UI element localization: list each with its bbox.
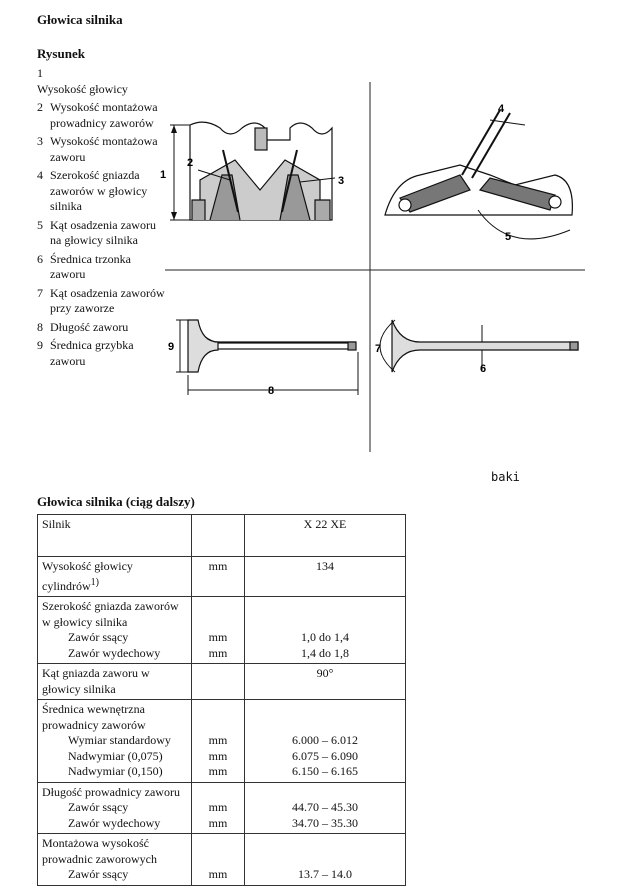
sub-row-value: 34.70 – 35.30 bbox=[292, 815, 358, 830]
table-cell-unit: mm bbox=[192, 557, 245, 597]
legend-num: 3 bbox=[37, 134, 43, 148]
figure-label-2: 2 bbox=[187, 157, 194, 169]
sub-row-label: Zawór ssący bbox=[68, 800, 129, 814]
table-row bbox=[38, 834, 406, 886]
page-title: Głowica silnika bbox=[37, 12, 123, 27]
table-header-engine: Silnik bbox=[38, 515, 192, 557]
table-cell-value bbox=[245, 597, 406, 664]
sub-row-unit: mm bbox=[208, 867, 228, 881]
sub-row-value: 44.70 – 45.30 bbox=[292, 800, 358, 814]
table-cell-value: 134 bbox=[245, 557, 406, 597]
guide-install-label: Montażowa wysokość prowadnic zaworowych bbox=[42, 836, 157, 866]
guide-diameter-label: Średnica wewnętrzna prowadnicy zaworów bbox=[42, 702, 146, 732]
legend-num: 4 bbox=[37, 168, 43, 182]
sub-row-value: 6.150 – 6.165 bbox=[292, 764, 358, 778]
legend-num: 2 bbox=[37, 100, 43, 114]
table-row bbox=[38, 597, 406, 664]
figure-label-6: 6 bbox=[480, 363, 487, 375]
sub-row-unit: mm bbox=[208, 800, 228, 814]
legend-text: Wysokość montażowa zaworu bbox=[50, 134, 158, 164]
legend-item bbox=[37, 338, 167, 369]
table-row bbox=[38, 515, 406, 557]
legend-text: Wysokość głowicy bbox=[37, 81, 128, 96]
legend-item bbox=[37, 320, 167, 336]
legend-num: 6 bbox=[37, 251, 43, 266]
sub-row-label: Zawór ssący bbox=[68, 630, 129, 644]
legend-num: 7 bbox=[37, 285, 43, 300]
table-title: Głowica silnika (ciąg dalszy) bbox=[37, 494, 195, 509]
figure-heading: Rysunek bbox=[37, 46, 85, 61]
legend-text: Długość zaworu bbox=[50, 319, 129, 334]
table-row bbox=[38, 700, 406, 783]
head-section-drawing bbox=[190, 122, 332, 220]
legend-item bbox=[37, 100, 167, 131]
sub-row-unit: mm bbox=[208, 733, 228, 747]
legend-item bbox=[37, 66, 167, 97]
seat-width-label: Szerokość gniazda zaworów w głowicy silnika bbox=[42, 599, 179, 629]
table-cell-value: 90° bbox=[245, 664, 406, 700]
figure-label-3: 3 bbox=[338, 175, 345, 187]
sub-row-label: Zawór wydechowy bbox=[68, 815, 161, 830]
table-cell-value bbox=[245, 834, 406, 886]
sub-row-unit: mm bbox=[208, 748, 228, 763]
table-cell-unit bbox=[192, 782, 245, 834]
figure-label-4: 4 bbox=[498, 103, 505, 115]
figure-label-7: 7 bbox=[375, 343, 382, 355]
legend-text: Kąt osadzenia zaworów przy zaworze bbox=[50, 285, 165, 315]
height-label: Wysokość głowicy cylindrów bbox=[42, 559, 133, 593]
table-cell-value bbox=[245, 782, 406, 834]
table-cell-unit bbox=[192, 834, 245, 886]
legend-item bbox=[37, 134, 167, 165]
valve-seat-drawing bbox=[385, 110, 572, 215]
legend-num: 8 bbox=[37, 319, 43, 334]
table-cell-value bbox=[245, 700, 406, 783]
figure-label-5: 5 bbox=[505, 231, 512, 243]
valve-drawing bbox=[188, 320, 356, 372]
sub-row-unit: mm bbox=[208, 645, 228, 660]
legend-item bbox=[37, 168, 167, 215]
figure-label-9: 9 bbox=[168, 341, 175, 353]
watermark-text: baki bbox=[491, 470, 520, 484]
table-header-unit bbox=[192, 515, 245, 557]
legend-text: Kąt osadzenia zaworu na głowicy silnika bbox=[50, 217, 156, 247]
table-cell-label bbox=[38, 557, 192, 597]
sub-row-value: 6.075 – 6.090 bbox=[292, 748, 358, 763]
table-row bbox=[38, 782, 406, 834]
figure-label-1: 1 bbox=[160, 169, 167, 181]
legend-num: 9 bbox=[37, 338, 43, 352]
specs-table bbox=[37, 514, 406, 886]
sub-row-value: 1,4 do 1,8 bbox=[301, 645, 349, 660]
sub-row-value: 6.000 – 6.012 bbox=[292, 733, 358, 747]
legend-item bbox=[37, 218, 167, 249]
sub-row-label: Zawór ssący bbox=[68, 867, 129, 881]
legend-item bbox=[37, 252, 167, 283]
sub-row-value: 1,0 do 1,4 bbox=[301, 630, 349, 644]
guide-length-label: Długość prowadnicy zaworu bbox=[42, 784, 180, 799]
table-cell-unit bbox=[192, 700, 245, 783]
legend-text: Średnica grzybka zaworu bbox=[50, 338, 134, 368]
legend-text: Średnica trzonka zaworu bbox=[50, 251, 131, 281]
legend-text: Wysokość montażowa prowadnicy zaworów bbox=[50, 100, 158, 130]
figure-label-8: 8 bbox=[268, 385, 275, 397]
table-cell-unit bbox=[192, 664, 245, 700]
table-cell-label bbox=[38, 597, 192, 664]
sub-row-unit: mm bbox=[208, 764, 228, 778]
sub-row-unit: mm bbox=[208, 815, 228, 830]
footnote-mark: 1) bbox=[90, 576, 99, 588]
figure-legend bbox=[37, 66, 167, 372]
table-cell-label bbox=[38, 782, 192, 834]
table-row bbox=[38, 664, 406, 700]
sub-row-unit: mm bbox=[208, 630, 228, 644]
table-row bbox=[38, 557, 406, 597]
table-cell-unit bbox=[192, 597, 245, 664]
sub-row-label: Wymiar standardowy bbox=[68, 733, 171, 747]
cylinder-head-figure bbox=[160, 80, 590, 460]
sub-row-label: Nadwymiar (0,150) bbox=[68, 764, 163, 778]
legend-num: 5 bbox=[37, 217, 43, 232]
table-cell-label bbox=[38, 834, 192, 886]
sub-row-label: Zawór wydechowy bbox=[68, 645, 161, 660]
legend-text: Szerokość gniazda zaworów w głowicy silnika bbox=[50, 168, 148, 213]
sub-row-label: Nadwymiar (0,075) bbox=[68, 748, 163, 763]
sub-row-value: 13.7 – 14.0 bbox=[298, 867, 352, 881]
legend-item bbox=[37, 286, 167, 317]
table-cell-label bbox=[38, 700, 192, 783]
legend-num: 1 bbox=[37, 66, 43, 80]
table-header-model: X 22 XE bbox=[245, 515, 406, 557]
table-cell-label: Kąt gniazda zaworu w głowicy silnika bbox=[38, 664, 192, 700]
